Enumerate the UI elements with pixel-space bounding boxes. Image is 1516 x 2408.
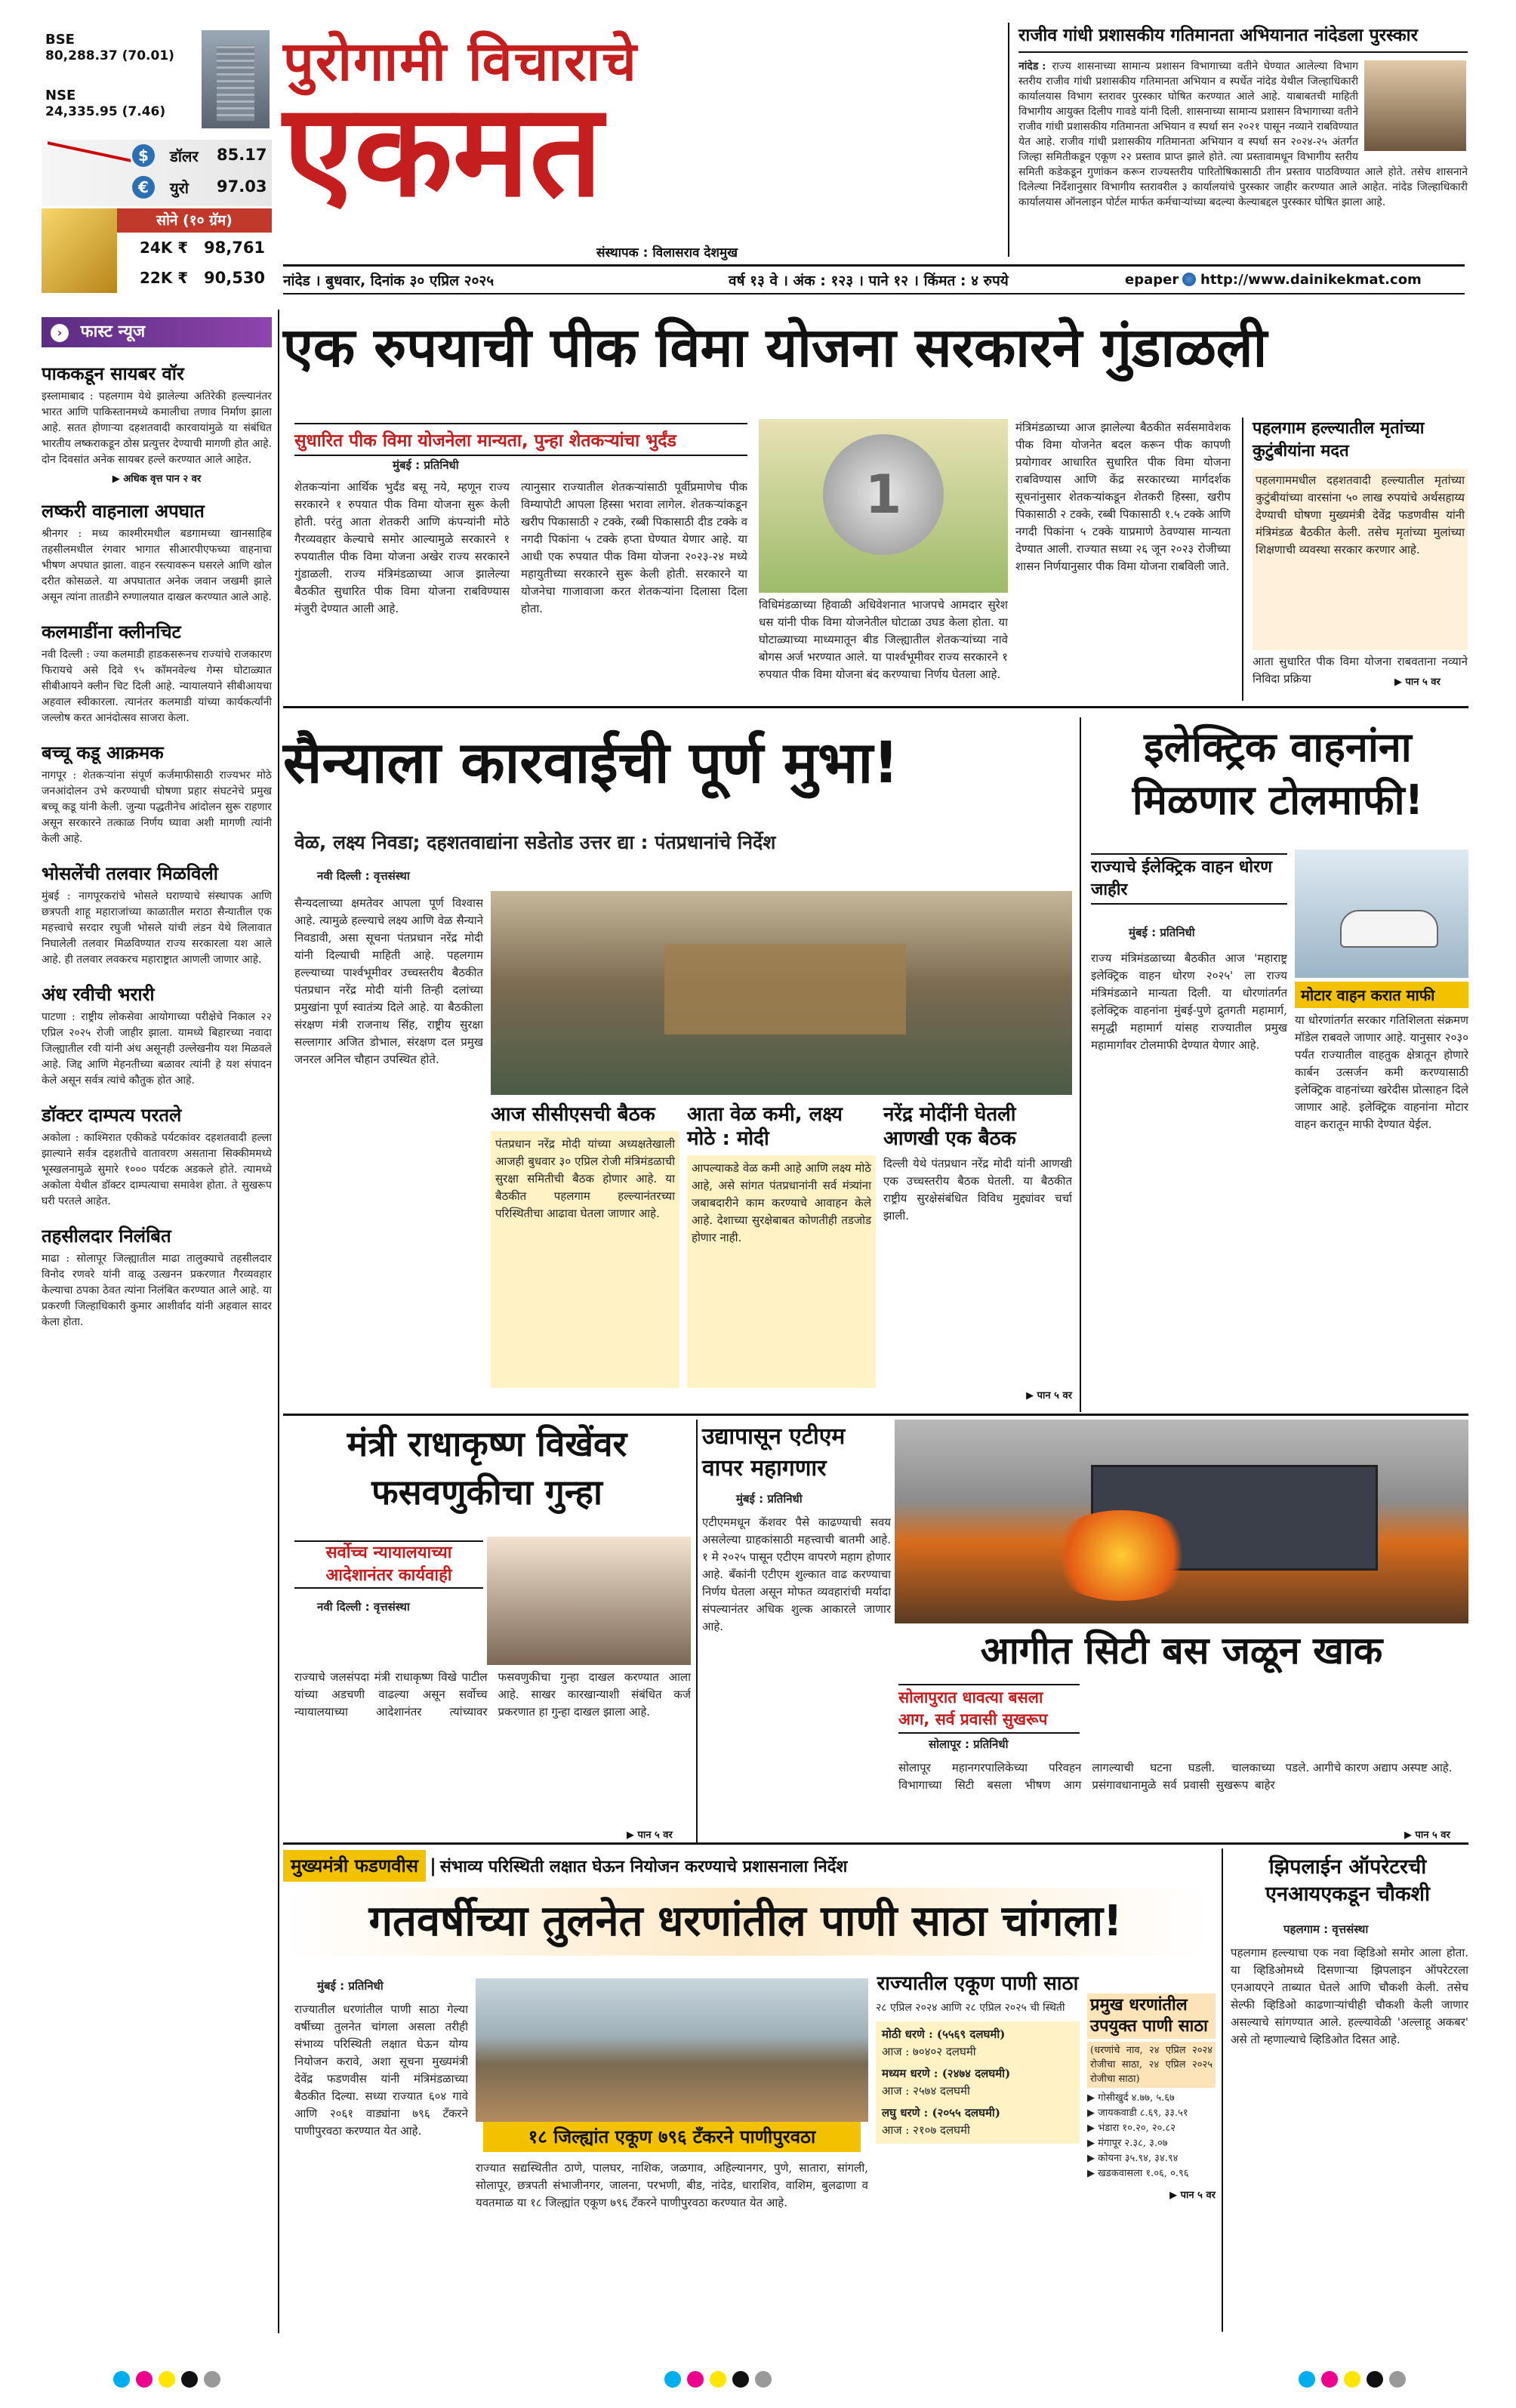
major-dams-box (1087, 1993, 1216, 2318)
water-stock-item: आज : २५७४ दलघमी (882, 2084, 970, 2098)
vikhe-headline-line1: मंत्री राधाकृष्ण विखेंवर (347, 1423, 627, 1464)
fast-news-column (42, 317, 272, 2326)
chevron-right-icon: › (51, 324, 69, 342)
bus-text: सोलापूर महानगरपालिकेच्या परिवहन विभागाच्या सिटी बसला भीषण आग लागल्याची घटना घडली. चालकाच्या प्रसंगावधानामुळे सर्व प्रवासी सुखरूप बाहेर पडले. आगीचे कारण अद्याप अस्पष्ट आहे. (898, 1761, 1453, 1792)
pahalgam-page-ref: ▶ पान ५ वर (1394, 677, 1441, 688)
black-dot (1367, 2371, 1383, 2388)
army-box2 (687, 1102, 876, 1404)
water-stock-item: मोठी धरणे : (५५६९ दलघमी) (882, 2027, 1006, 2041)
vikhe-photo (487, 1537, 691, 1665)
army-byline: नवी दिल्ली : वृत्तसंस्था (317, 869, 410, 883)
army-box2-headline: आता वेळ कमी, लक्ष्य मोठे : मोदी (687, 1103, 843, 1150)
water-stock-item: आज : २१०७ दलघमी (882, 2123, 970, 2137)
dollar-label: डॉलर (170, 147, 199, 165)
yellow-dot (159, 2371, 175, 2388)
yellow-dot (1344, 2371, 1360, 2388)
fast-news-item (42, 1102, 272, 1210)
dateline-rule (283, 293, 1465, 294)
lead-headline: एक रुपयाची पीक विमा योजना सरकारने गुंडाळली (283, 316, 1268, 379)
fast-news-headline: बच्चू कडू आक्रमक (42, 742, 164, 763)
vikhe-more: ▶ पान ५ वर (627, 1830, 673, 1841)
ev-text2: या धोरणांतर्गत सरकार गतिशिलता संक्रमण मॉडेल राबवले जाणार आहे. यानुसार २०३० पर्यंत राज्यातील वाहतुक क्षेत्रातून होणारे कार्बन उत्सर्जन कमी करण्यासाठी इलेक्ट्रिक वाहनांच्या खरेदीस प्रोत्साहन दिले जाणार आहे. इलेक्ट्रिक वाहनांना मोटार वाहन करातून माफी देण्यात येईल. (1295, 1013, 1468, 1131)
water-stock-list (876, 2021, 1080, 2144)
zipline-byline: पहलगाम : वृत्तसंस्था (1283, 1922, 1369, 1936)
coin-illustration (759, 419, 1008, 593)
major-dam-item: ▶ गोसीखुर्द ४.७७, ५.६७ (1087, 2092, 1175, 2104)
cmyk-marks-left (113, 2371, 226, 2391)
dam-water-photo (476, 1978, 868, 2122)
cyan-dot (664, 2371, 681, 2388)
fast-news-text: नवी दिल्ली : ज्या कलमाडी हाडकसरूनच राज्यांचे राजकारण फिरायचे असे दिवे ९५ कॉमनवेल्थ गेम्स घोटाळ्यात सीबीआयने क्लीन चिट दिली आहे. न्यायालयाने सीबीआयचा अहवाल स्वीकारला. त्यानंतर कलमाडी यांच्या कार्यकर्त्यांनी जल्लोष करत आनंदोत्सव साजरा केला. (42, 649, 272, 724)
dateline: नांदेड । बुधवार, दिनांक ३० एप्रिल २०२५ (283, 273, 495, 289)
cm-strip-sep: | (430, 1855, 436, 1876)
triangle-right-icon: ▶ (1169, 2190, 1181, 2201)
atm-headline-line2: वापर महागणार (702, 1455, 827, 1481)
triangle-right-icon: ▶ (112, 473, 124, 485)
top-right-dateline: नांदेड : (1018, 60, 1046, 72)
army-text: सैन्यदलाच्या क्षमतेवर आपला पूर्ण विश्वास आहे. त्यामुळे हल्ल्याचे लक्ष्य आणि वेळ सैन्याने निवडावी, असा सूचना पंतप्रधान नरेंद्र मोदी यांनी दिल्याची माहिती आहे. पहलगाम हल्ल्याच्या पार्श्वभूमीवर उच्चस्तरीय बैठकीत पंतप्रधान नरेंद्र मोदी यांनी तिन्ही दलांच्या प्रमुखांना पूर्ण स्वातंत्र्य दिले आहे. या बैठकीला संरक्षण मंत्री राजनाथ सिंह, राष्ट्रीय सुरक्षा सल्लागार अजित डोभाल, संरक्षण दल प्रमुख जनरल अनिल चौहान उपस्थित होते. (294, 896, 483, 1066)
army-box1-text: पंतप्रधान नरेंद्र मोदी यांच्या अध्यक्षतेखाली आजही बुधवार ३० एप्रिल रोजी मंत्रिमंडळाची सुरक्षा समितीची बैठक होणार आहे. या बैठकीत पहलगाम हल्ल्यानंतरच्या परिस्थितीचा आढावा घेतला जाणार आहे. (491, 1131, 679, 1388)
dollar-value: 85.17 (217, 146, 267, 164)
pahalgam-more: आता सुधारित पीक विमा योजना राबवताना नव्याने निविदा प्रक्रिया (1253, 655, 1468, 686)
major-dam-item: ▶ कोयना ३५.९४, ३४.९४ (1087, 2153, 1179, 2164)
top-right-headline: राजीव गांधी प्रशासकीय गतिमानता अभियानात नांदेडला पुरस्कार (1018, 26, 1419, 45)
black-dot (181, 2371, 198, 2388)
lead-subhead: सुधारित पीक विमा योजनेला मान्यता, पुन्हा शेतकऱ्यांचा भुर्दंड (294, 423, 747, 456)
water-stock-title: राज्यातील एकूण पाणी साठा (877, 1972, 1079, 1995)
atm-headline-line1: उद्यापासून एटीएम (702, 1423, 846, 1450)
top-right-body: राज्य शासनाच्या सामान्य प्रशासन विभागाच्या वतीने घेण्यात आलेल्या विभाग स्तरीय राजीव गांधी प्रशासकीय गतिमानता अभियान व स्पर्धेत नांदेड येथील जिल्हाधिकारी कार्यालयास विभाग स्तरावर पुरस्कार घोषित करण्यात आले आहे. याबाबतची माहिती विभागीय आयुक्त दिलीप गावडे यांनी दिली. शासनाच्या सामान्य प्रशासन विभागाच्या वतीने राजीव गांधी प्रशासकीय गतिमानता अभियान व स्पर्धा सन २०२१ पासून नव्याने राबविण्यात येत आहे. राजीव गांधी प्रशासकीय गतिमानता अभियान व स्पर्धा सन २०२४-२५ अंतर्गत जिल्हा समितीकडून एकूण २२ प्रस्ताव प्राप्त झाले होते. त्या प्रस्तावामधून विभागीय स्तरीय समिती कडेकडून गुणांकन करून राज्यस्तरीय पारितोषिकासाठी तीन प्रस्ताव पाठविण्यात आले होते. तसेच शासनाने दिलेल्या निर्देशानुसार विभागीय स्तरावरील ३ कार्यालयांचे पुरस्कार जाहीर करण्यात आले आहेत. नांदेड जिल्हाधिकारी कार्यालयास ऑनलाइन पोर्टल मार्फत कर्मचाऱ्यांच्या बदल्या केल्याबद्दल पुरस्कार घोषित झाला आहे. (1018, 60, 1468, 208)
lead-col1: शेतकऱ्यांना आर्थिक भुर्दंड बसू नये, म्हणून राज्य सरकारने १ रुपयात पीक विमा योजना सुरू केली होती. परंतु आता शेतकरी आणि कंपन्यांनी मोठे गैरव्यवहार केल्याचे समोर आल्यामुळे सरकारने १ रुपयातील पीक विमा योजना अखेर राज्य सरकारने गुंडाळली. राज्य मंत्रिमंडळाच्या आज झालेल्या बैठकीत सुधारित पीक विमा योजना राबविण्यास मंजुरी देण्यात आली आहे. (294, 480, 510, 615)
masthead-founder: संस्थापक : विलासराव देशमुख (596, 245, 738, 261)
dam-photo-caption: १८ जिल्ह्यांत एकूण ७९६ टँकरने पाणीपुरवठा (483, 2122, 861, 2152)
fast-news-headline: अंध रवीची भरारी (42, 984, 155, 1005)
army-box3-headline: नरेंद्र मोदींनी घेतली आणखी एक बैठक (883, 1103, 1016, 1150)
fast-news-text: माढा : सोलापूर जिल्ह्यातील माढा तालुक्याचे तहसीलदार विनोद रणवरे यांनी वाळू उत्खनन प्रकरणात गैरव्यवहार केल्याचा ठपका ठेवत त्यांना निलंबित करण्यात आले आहे. या प्रकरणी जिल्हाधिकारी कुमार आशीर्वाद यांनी अहवाल सादर केला होता. (42, 1253, 272, 1328)
bus-byline: सोलापूर : प्रतिनिधी (929, 1737, 1009, 1751)
grey-dot (1389, 2371, 1406, 2388)
rupee-coin: 1 (823, 434, 944, 555)
water-stock-item: आज : ७०४०२ दलघमी (882, 2045, 976, 2058)
epaper-label: epaper (1125, 272, 1179, 288)
dam-byline: मुंबई : प्रतिनिधी (317, 1979, 384, 1993)
fast-news-text: श्रीनगर : मध्य काश्मीरमधील बडगामच्या खानसाहिब तहसीलमधील रंगवार भागात सीआरपीएफच्या वाहनाचा भीषण अपघात झाला. वाहन रस्त्यावरून घसरले आणि खोल दरीत कोसळले. या अपघातात अनेक जवान जखमी झाले असून त्यांना तातडीने रुग्णालयात दाखल करण्यात आले आहे. (42, 528, 272, 603)
fast-news-text: अकोला : काश्मिरात एकीकडे पर्यटकांवर दहशतवादी हल्ला झाल्याने सर्वत्र दहशतीचे वातावरण असताना सिक्कीममध्ये भूस्खलनामुळे सुमारे १००० पर्यटक अडकले होते. त्यामध्ये अकोला येथील डॉक्टर दाम्पत्याचा समावेश होता. ते सुखरूप घरी परतले आहेत. (42, 1132, 272, 1207)
cm-strip (283, 1850, 1208, 1882)
mid-bottom-rule (283, 1842, 1468, 1845)
cm-strip-label: मुख्यमंत्री फडणवीस (283, 1850, 426, 1882)
fast-news-item (42, 1223, 272, 1330)
gold22-label: 22K ₹ (140, 269, 189, 287)
masthead-rule (283, 264, 1465, 267)
ev-headline-line1: इलेक्ट्रिक वाहनांना (1144, 723, 1412, 771)
pahalgam-text: पहलगाममधील दहशतवादी हल्ल्यातील मृतांच्या कुटुंबीयांच्या वारसांना ५० लाख रुपयांचे अर्थसहाय्य देण्याची घोषणा मुख्यमंत्री देवेंद्र फडणवीस यांनी मंत्रिमंडळ बैठकीत केली. तसेच मृतांच्या मुलांच्या शिक्षणाची व्यवस्था सरकार करणार आहे. (1253, 469, 1468, 650)
grey-dot (755, 2371, 772, 2388)
fast-news-headline: कलमाडींना क्लीनचिट (42, 621, 181, 643)
currency-band (42, 140, 272, 206)
atm-text: एटीएममधून कॅशवर पैसे काढण्याची सवय असलेल्या ग्राहकांसाठी महत्त्वाची बातमी आहे. १ मे २०२५ पासून एटीएम वापरणे महाग होणार आहे. बँकांनी एटीएम शुल्कात वाढ करण्याचा निर्णय घेतला असून मोफत व्यवहारांची मर्यादा संपल्यानंतर अधिक शुल्क आकारले जाणार आहे. (702, 1515, 891, 1633)
water-stock-item: मध्यम धरणे : (२४७४ दलघमी) (882, 2067, 1011, 2080)
fast-news-item (42, 740, 272, 847)
fast-news-more: ▶ अधिक वृत्त पान २ वर (112, 473, 202, 485)
bse-value: 80,288.37 (70.01) (45, 48, 174, 63)
fast-news-item (42, 498, 272, 606)
fast-news-headline: तहसीलदार निलंबित (42, 1226, 171, 1247)
fast-news-item (42, 982, 272, 1089)
ev-subhead: राज्याचे ईलेक्ट्रिक वाहन धोरण जाहीर (1091, 853, 1287, 905)
army-box1-headline: आज सीसीएसची बैठक (491, 1103, 655, 1126)
gold-header: सोने (१० ग्रॅम) (117, 208, 272, 233)
fast-news-headline: डॉक्टर दाम्पत्य परतले (42, 1105, 182, 1126)
atm-byline: मुंबई : प्रतिनिधी (736, 1492, 803, 1506)
euro-label: युरो (170, 179, 189, 197)
army-subhead: वेळ, लक्ष्य निवडा; दहशतवाद्यांना सडेतोड उत्तर द्या : पंतप्रधानांचे निर्देश (294, 831, 776, 853)
rupee-arrow-graphic (48, 141, 131, 204)
bus-headline: आगीत सिटी बस जळून खाक (980, 1629, 1383, 1673)
vikhe-subhead: सर्वोच्च न्यायालयाच्या आदेशानंतर कार्यवाही (294, 1540, 483, 1589)
dam-text: राज्यातील धरणांतील पाणी साठा गेल्या वर्षीच्या तुलनेत चांगला असला तरीही संभाव्य परिस्थिती लक्षात घेऊन योग्य नियोजन करावे, अशा सूचना मुख्यमंत्री देवेंद्र फडणवीस यांनी मंत्रिमंडळाच्या बैठकीत दिल्या. सध्या राज्यात ६०४ गावे आणि २०६१ वाड्यांना ७९६ टँकरने पाणीपुरवठा करण्यात येत आहे. (294, 2003, 468, 2138)
left-column-divider (278, 310, 279, 2333)
ev-headline-line2: मिळणार टोलमाफी! (1132, 776, 1424, 824)
top-right-story (1008, 23, 1468, 257)
top-right-text (1018, 59, 1468, 251)
nse-label: NSE (45, 88, 76, 103)
bus-subhead: सोलापुरात धावत्या बसला आग, सर्व प्रवासी सुखरूप (898, 1684, 1080, 1734)
bullet-icon: ▶ (1087, 2138, 1098, 2149)
cyan-dot (1299, 2371, 1315, 2388)
bullet-icon: ▶ (1087, 2123, 1098, 2134)
portrait-spacer (1358, 59, 1468, 153)
euro-value: 97.03 (217, 177, 267, 196)
market-widget (42, 30, 272, 294)
ev-photo-caption: मोटार वाहन करात माफी (1295, 982, 1468, 1008)
army-ev-divider (1080, 717, 1081, 1412)
army-box1 (491, 1102, 679, 1404)
ev-charging-photo (1295, 849, 1468, 978)
bullet-icon: ▶ (1087, 2092, 1098, 2104)
grey-dot (204, 2371, 220, 2388)
black-dot (732, 2371, 749, 2388)
bse-building-image (202, 30, 270, 128)
major-dams-list (1087, 2091, 1216, 2181)
meeting-photo (491, 891, 1072, 1095)
lead-col4: मंत्रिमंडळाच्या आज झालेल्या बैठकीत सर्वसमावेशक पीक विमा योजनेत बदल करून पीक कापणी प्रयोगावर आधारित सुधारित पीक विमा योजना राबविण्यास आणि केंद्र सरकारच्या मार्गदर्शक सूचनांनुसार शेतकऱ्यांकडून शेतकरी हिस्सा, खरीप पिकासाठी २ टक्के, रब्बी पिकासाठी १.५ टक्के आणि नगदी पिकांना ५ टक्के याप्रमाणे ठेवण्यास मान्यता देण्यात आली. राज्यात सध्या २६ जून २०२३ रोजीच्या शासन निर्णयानुसार पीक विमा योजना राबविली जाते. (1015, 421, 1231, 573)
cyan-dot (113, 2371, 130, 2388)
lead-col3: विधिमंडळाच्या हिवाळी अधिवेशनात भाजपचे आमदार सुरेश धस यांनी पीक विमा योजनेतील घोटाळा उघड केला होता. या घोटाळ्याच्या माध्यमातून बीड जिल्ह्यातील शेतकऱ्यांच्या नावे बोगस अर्ज भरण्यात आले. या पार्श्वभूमीवर राज्य सरकारने १ रुपयात पीक विमा योजना बंद करण्याचा निर्णय घेतला आहे. (759, 598, 1008, 681)
major-dam-item: ▶ भंडारा १०.२०, २०.८२ (1087, 2123, 1176, 2134)
triangle-right-icon: ▶ (1394, 677, 1406, 688)
army-headline: सैन्याला कारवाईची पूर्ण मुभा! (283, 729, 899, 796)
zipline-headline-line2: एनआयएकडून चौकशी (1265, 1882, 1430, 1906)
zipline-text: पहलगाम हल्ल्याचा एक नवा व्हिडिओ समोर आला होता. या व्हिडिओमध्ये दिसणाऱ्या झिपलाइन ऑपरेटरला एनआयएने ताब्यात घेतले आणि चौकशी केली. तसेच सेल्फी व्हिडिओ काढणाऱ्यांचीही चौकशी केली जाणार असल्याचे सांगण्यात आले. हल्ल्यावेळी 'अल्लाहू अकबर' असे तो म्हणाल्याचे व्हिडिओत दिसत आहे. (1231, 1946, 1468, 2046)
army-box3-text: दिल्ली येथे पंतप्रधान नरेंद्र मोदी यांनी आणखी एक उच्चस्तरीय बैठक घेतली. या बैठकीत राष्ट्रीय सुरक्षेसंबंधित विविध मुद्द्यांवर चर्चा झाली. (883, 1157, 1072, 1222)
triangle-right-icon: ▶ (1404, 1830, 1416, 1841)
triangle-right-icon: ▶ (1026, 1390, 1037, 1401)
vikhe-byline: नवी दिल्ली : वृत्तसंस्था (317, 1600, 410, 1614)
bullet-icon: ▶ (1087, 2107, 1098, 2119)
gold24-value: 98,761 (204, 239, 266, 257)
fast-news-headline: पाककडून सायबर वॉर (42, 363, 184, 384)
fast-news-item (42, 619, 272, 726)
water-stock-box (876, 1971, 1080, 2318)
dam-headline: गतवर्षीच्या तुलनेत धरणांतील पाणी साठा चांगला! (283, 1888, 1208, 1956)
cmyk-marks-right (1299, 2371, 1412, 2391)
water-stock-item: लघु धरणे : (२०५५ दलघमी) (882, 2106, 1000, 2120)
major-dam-item: ▶ जायकवाडी ८.६९, ३३.५१ (1087, 2107, 1188, 2119)
zipline-headline-line1: झिपलाईन ऑपरेटरची (1268, 1855, 1427, 1879)
army-box3 (883, 1102, 1072, 1404)
lead-byline: मुंबई : प्रतिनिधी (393, 458, 459, 472)
army-bottom-rule (283, 1414, 1468, 1416)
nse-value: 24,335.95 (7.46) (45, 104, 166, 119)
vikhe-headline-line2: फसवणुकीचा गुन्हा (371, 1472, 602, 1512)
fast-news-headline: भोसलेंची तलवार मिळविली (42, 863, 218, 884)
major-dams-subtitle: (धरणांचे नाव, २४ एप्रिल २०२४ रोजीचा साठा, २४ एप्रिल २०२५ रोजीचा साठा) (1087, 2042, 1216, 2088)
yellow-dot (710, 2371, 726, 2388)
fast-news-header (42, 317, 272, 347)
fast-news-text: मुंबई : नागपूरकरांचे भोसले घराण्याचे संस्थापक आणि छत्रपती शाहू महाराजांच्या काळातील मराठा सैन्यातील एक महत्त्वाचे सरदार रघुजी भोसले यांची लंडन येथे लिलावात निघालेली तलवार मिळविण्यात राज्य सरकारला यश आले आहे. ही तलवार लवकरच महाराष्ट्रात आणली जाणार आहे. (42, 890, 272, 966)
major-dam-item: ▶ मंगापूर २.३८, ३.०७ (1087, 2138, 1168, 2149)
ev-byline: मुंबई : प्रतिनिधी (1129, 926, 1195, 939)
vikhe-atm-divider (696, 1420, 698, 1842)
dam-more: ▶ पान ५ वर (1169, 2190, 1216, 2201)
masthead-name: एकमत (283, 76, 603, 226)
bse-block (42, 30, 208, 119)
major-dam-item: ▶ खडकवासला १.०६, ०.९६ (1087, 2168, 1189, 2179)
fast-news-headline: लष्करी वाहनाला अपघात (42, 501, 205, 522)
magenta-dot (136, 2371, 153, 2388)
cm-strip-text: संभाव्य परिस्थिती लक्षात घेऊन नियोजन करण्याचे प्रशासनाला निर्देश (439, 1858, 848, 1876)
fast-news-text: नागपूर : शेतकऱ्यांना संपूर्ण कर्जमाफीसाठी राज्यभर मोठे जनआंदोलन उभे करण्याची घोषणा प्रहार संघटनेचे प्रमुख बच्चू कडू यांनी केली. जुन्या पद्धतीनेच आंदोलन सुरू राहणार असून सरकारने तत्काळ निर्णय घ्यावा अशी मागणी त्यांनी केली आहे. (42, 769, 272, 845)
lead-bottom-rule (283, 706, 1468, 708)
dam-caption-text: राज्यात सद्यस्थितीत ठाणे, पालघर, नाशिक, जळगाव, अहिल्यानगर, पुणे, सातारा, सांगली, सोलापूर, छत्रपती संभाजीनगर, जालना, परभणी, बीड, नांदेड, धाराशिव, वाशिम, बुलढाणा व यवतमाळ या १८ जिल्ह्यांत एकूण ७९६ टँकरने पाणीपुरवठा करण्यात येत आहे. (476, 2161, 868, 2209)
gold24-label: 24K ₹ (140, 239, 189, 257)
euro-icon: € (132, 176, 155, 199)
masthead-tagline: पुरोगामी विचाराचे (283, 29, 638, 93)
bse-label: BSE (45, 32, 75, 48)
lead-col2: त्यानुसार राज्यातील शेतकऱ्यांसाठी पूर्वीप्रमाणेच पीक विम्यापोटी आपला हिस्सा भरावा लागेल. शेतकऱ्यांकडून खरीप पिकासाठी २ टक्के, रब्बी पिकासाठी दीड टक्के व नगदी पिकांना ५ टक्के हप्ता घेण्यात येणार आहे. या आधी एक रुपयात पीक विमा योजना २०२३-२४ मध्ये महायुतीच्या सरकारने सुरू केली होती. सरकारने या योजनेचा गाजावाजा करत शेतकऱ्यांना दिलासा दिला होता. (521, 480, 747, 615)
gold-bars-image (42, 208, 117, 293)
dam-zipline-divider (1222, 1848, 1223, 2332)
fast-news-item (42, 361, 272, 485)
fast-news-item (42, 861, 272, 968)
fast-news-text: पाटणा : राष्ट्रीय लोकसेवा आयोगाच्या परीक्षेचे निकाल २२ एप्रिल २०२५ रोजी जाहीर झाला. यामध्ये बिहारच्या नवादा जिल्ह्यातील रवी यांनी अंध असूनही उल्लेखनीय यश मिळवले आहे. जिद्द आणि मेहनतीच्या बळावर त्यांनी हे यश संपादन केले असून सर्वत्र त्यांचे कौतुक होत आहे. (42, 1011, 272, 1087)
fast-news-text: इस्लामाबाद : पहलगाम येथे झालेल्या अतिरेकी हल्ल्यानंतर भारत आणि पाकिस्तानमध्ये कमालीचा तणाव निर्माण झाला आहे. सतत होणाऱ्या दहशतवादी कारवायांमुळे या संबंधित भारतीय लष्कराकडून ठोस प्रत्युत्तर देण्याची मागणी होत आहे. दोन दिवसांत अनेक सायबर हल्ले करण्यात आले आहेत. (42, 390, 272, 466)
bus-fire-photo (895, 1420, 1468, 1623)
triangle-right-icon: ▶ (627, 1830, 638, 1841)
pahalgam-headline: पहलगाम हल्ल्यातील मृतांच्या कुटुंबीयांना मदत (1253, 419, 1425, 461)
dollar-icon: $ (132, 144, 155, 167)
water-stock-subtitle: २८ एप्रिल २०२४ आणि २८ एप्रिल २०२५ ची स्थिती (876, 2002, 1065, 2014)
cmyk-marks-center (664, 2371, 778, 2391)
bullet-icon: ▶ (1087, 2153, 1098, 2164)
ev-text: राज्य मंत्रिमंडळाच्या बैठकीत आज 'महाराष्ट्र इलेक्ट्रिक वाहन धोरण २०२५' ला राज्य मंत्रिमंडळाने मान्यता दिली. या धोरणांतर्गत इलेक्ट्रिक वाहनांना मुंबई-पुणे द्रुतगती महामार्ग, समृद्धी महामार्ग यांसह राज्यातील प्रमुख महामार्गांवर टोलमाफी देण्यात येणार आहे. (1091, 951, 1287, 1052)
major-dams-title: प्रमुख धरणांतील उपयुक्त पाणी साठा (1087, 1993, 1216, 2039)
magenta-dot (687, 2371, 704, 2388)
vikhe-text: राज्याचे जलसंपदा मंत्री राधाकृष्ण विखे पाटील यांच्या अडचणी वाढल्या असून सर्वोच्च न्यायालयाच्या आदेशानंतर त्यांच्यावर फसवणुकीचा गुन्हा दाखल करण्यात आला आहे. साखर कारखान्याशी संबंधित कर्ज प्रकरणात हा गुन्हा दाखल झाला आहे. (294, 1670, 691, 1719)
globe-icon (1182, 273, 1196, 286)
website-link[interactable]: http://www.dainikekmat.com (1200, 272, 1422, 288)
bullet-icon: ▶ (1087, 2168, 1098, 2179)
issue-info: वर्ष १३ वे । अंक : १२३ । पाने १२ । किंमत : ४ रुपये (729, 273, 1009, 289)
bus-more: ▶ पान ५ वर (1404, 1830, 1450, 1841)
army-box2-text: आपल्याकडे वेळ कमी आहे आणि लक्ष्य मोठे आहे, असे सांगत पंतप्रधानांनी सर्व मंत्र्यांना जबाबदारीने काम करण्याचे आवाहन केले आहे. देशाच्या सुरक्षेबाबत कोणतीही तडजोड होणार नाही. (687, 1155, 876, 1388)
pahalgam-box (1242, 418, 1468, 701)
magenta-dot (1321, 2371, 1338, 2388)
army-more: ▶ पान ५ वर (1026, 1390, 1072, 1401)
gold22-value: 90,530 (204, 269, 266, 287)
fast-news-title: फास्ट न्यूज (80, 322, 146, 341)
